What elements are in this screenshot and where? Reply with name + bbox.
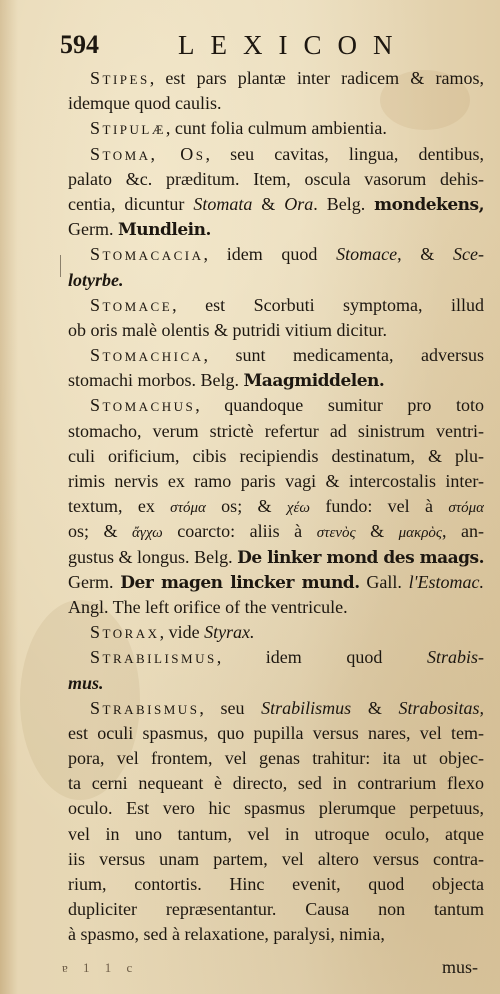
- text-line: [68, 242, 484, 267]
- entry-headword: Stomachica: [90, 345, 204, 366]
- entry-headword: Storax: [90, 622, 160, 643]
- text-span: rium, contortis. Hinc evenit, quod objecta: [68, 874, 484, 894]
- text-span: Strabilismus: [261, 697, 352, 718]
- text-span: centia, dicuntur: [68, 193, 194, 214]
- text-span: Gall.: [359, 571, 409, 592]
- entry-headword: Stomacacia: [90, 244, 204, 265]
- entry-headword: Stipulæ: [90, 118, 166, 139]
- text-line: [68, 519, 484, 544]
- text-line: [68, 545, 484, 570]
- text-span: , &: [397, 244, 454, 265]
- running-title: LEXICON: [178, 30, 409, 60]
- text-span: , seu: [199, 697, 262, 718]
- text-span: , cunt folia culmum ambientia.: [165, 118, 387, 139]
- text-span: mondekens,: [374, 194, 484, 215]
- text-span: , idem quod: [203, 244, 337, 265]
- text-line: [68, 771, 484, 796]
- text-span: , an-: [442, 521, 484, 542]
- text-line: [68, 419, 484, 444]
- text-span: Styrax.: [204, 622, 255, 643]
- text-span: μακρὸς: [398, 525, 443, 542]
- text-span: coarcto: aliis à: [162, 521, 317, 542]
- page-number: 594: [60, 30, 99, 59]
- text-line: [68, 142, 484, 167]
- text-span: os; &: [205, 496, 287, 517]
- text-span: &: [355, 521, 399, 542]
- text-line: [68, 872, 484, 897]
- text-line: [68, 822, 484, 847]
- text-span: Angl. The left orifice of the ventricule.: [68, 596, 348, 617]
- text-span: , sunt medicamenta, adversus: [203, 345, 484, 366]
- entry-headword: Strabismus: [90, 697, 200, 718]
- text-line: [68, 595, 484, 620]
- text-line: [68, 217, 484, 242]
- text-span: , vide: [159, 622, 205, 643]
- text-span: fundo: vel à: [309, 496, 449, 517]
- text-line: [68, 368, 484, 393]
- text-line: [68, 696, 484, 721]
- text-line: [68, 494, 484, 519]
- text-span: Strabis-: [426, 647, 484, 668]
- text-span: mus.: [68, 672, 104, 693]
- text-line: [68, 721, 484, 746]
- text-span: gustus & longus. Belg.: [68, 546, 238, 567]
- text-span: iis versus unam partem, vel altero versus contra-: [68, 848, 484, 869]
- text-span: à spasmo, sed à relaxatione, paralysi, nimia,: [68, 924, 385, 945]
- margin-mark: [60, 255, 61, 277]
- text-span: , est pars plantæ inter radicem & ramos,: [149, 68, 484, 88]
- text-span: στενὸς: [316, 525, 356, 542]
- text-line: [68, 671, 484, 696]
- text-line: [68, 293, 484, 318]
- text-line: [68, 444, 484, 469]
- text-span: , est Scorbuti symptoma, illud: [172, 294, 484, 315]
- entry-headword: Stomachus: [90, 395, 196, 416]
- text-span: rimis nervis ex ramo paris vagi & intercostalis inter-: [68, 471, 484, 491]
- text-line: [68, 116, 484, 141]
- page-header: [60, 30, 470, 64]
- text-line: [68, 343, 484, 368]
- text-span: στόμα: [170, 500, 206, 517]
- text-span: palato &c. præditum. Item, oscula vasorum dehis-: [68, 168, 484, 189]
- text-span: Sce-: [453, 244, 484, 265]
- text-span: &: [351, 697, 399, 718]
- text-span: est oculi spasmus, quo pupilla versus nares, vel tem-: [68, 722, 484, 743]
- dictionary-text: [68, 66, 484, 948]
- text-span: , idem quod: [216, 647, 427, 668]
- text-span: l'Estomac.: [408, 571, 484, 592]
- text-span: Der magen lincker mund.: [120, 572, 360, 593]
- entry-headword: Stipes: [90, 68, 150, 88]
- page-footer: [0, 958, 500, 988]
- text-line: [68, 469, 484, 494]
- text-span: vel in uno tantum, vel in utroque oculo, atque: [68, 823, 484, 844]
- text-line: [68, 645, 484, 670]
- text-span: De linker mond des maags.: [237, 547, 484, 568]
- text-line: [68, 66, 484, 91]
- text-span: oculo. Est vero hic spasmus plerumque perpetuus,: [68, 798, 484, 819]
- text-line: [68, 796, 484, 821]
- text-line: [68, 318, 484, 343]
- text-span: stomacho, verum strictè refertur ad sinistrum ventri-: [68, 420, 484, 441]
- text-line: [68, 897, 484, 922]
- text-span: , seu cavitas, lingua, dentibus,: [205, 143, 484, 164]
- text-span: Ora: [284, 193, 314, 214]
- text-line: [68, 922, 484, 947]
- entry-headword: Stomace: [90, 294, 173, 315]
- text-line: [68, 268, 484, 293]
- text-line: [68, 192, 484, 217]
- text-span: χέω: [286, 500, 310, 517]
- text-span: , quandoque sumitur pro toto: [195, 395, 484, 416]
- text-span: Maagmiddelen.: [243, 371, 385, 392]
- text-span: . Belg.: [313, 193, 375, 214]
- text-line: [68, 847, 484, 872]
- text-line: [68, 746, 484, 771]
- text-span: Stomace: [336, 244, 398, 265]
- text-span: Mundlein.: [117, 220, 211, 241]
- text-span: dupliciter repræsentantur. Causa non tantum: [68, 899, 484, 920]
- catchword: mus-: [442, 957, 478, 977]
- text-span: idemque quod caulis.: [68, 93, 222, 114]
- text-span: stomachi morbos. Belg.: [68, 370, 244, 391]
- text-line: [68, 167, 484, 192]
- text-span: ἄγχω: [132, 525, 163, 542]
- text-span: os; &: [68, 521, 133, 542]
- entry-headword: Stoma, Os: [90, 143, 206, 164]
- text-span: lotyrbe.: [68, 269, 124, 290]
- text-span: culi orificium, cibis recipiendis destinatum, & plu-: [68, 445, 484, 466]
- text-line: [68, 393, 484, 418]
- text-line: [68, 570, 484, 595]
- text-span: Germ.: [68, 219, 118, 240]
- entry-headword: Strabilismus: [90, 647, 217, 668]
- text-line: [68, 620, 484, 645]
- signature-mark: ɐ 1 1 c: [62, 960, 139, 975]
- text-span: &: [252, 193, 285, 214]
- text-line: [68, 91, 484, 116]
- text-span: Germ.: [68, 571, 121, 592]
- text-span: στόμα: [448, 500, 484, 517]
- text-span: textum, ex: [68, 496, 171, 517]
- text-span: ob oris malè olentis & putridi vitium dicitur.: [68, 319, 387, 340]
- text-span: Strabositas,: [398, 697, 484, 718]
- text-span: ta cerni nequeant è directo, sed in contrarium flexo: [68, 773, 484, 794]
- text-span: Stomata: [193, 193, 253, 214]
- text-span: pora, vel frontem, vel genas trahitur: ita ut objec-: [68, 748, 484, 769]
